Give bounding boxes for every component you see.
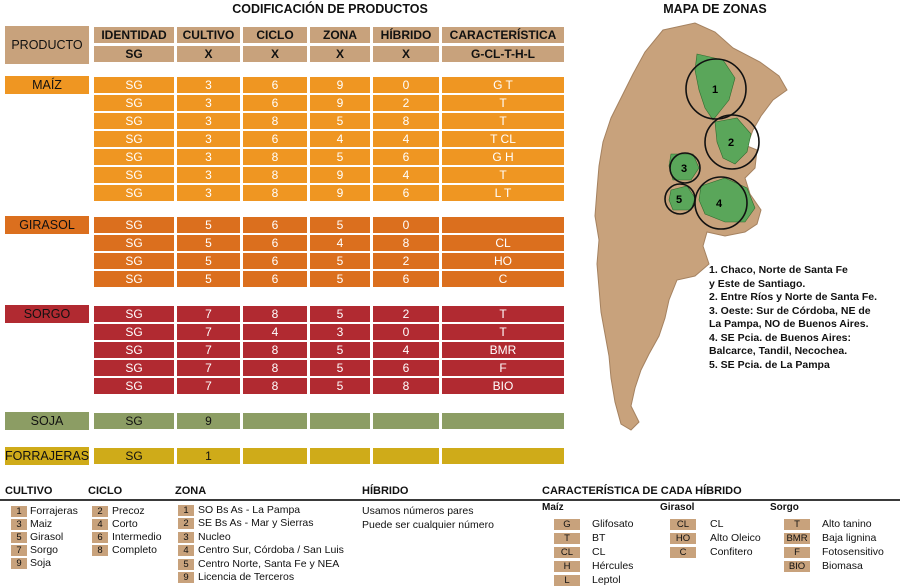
legend-code-text: Soja xyxy=(30,557,52,569)
table-cell: T CL xyxy=(442,131,564,147)
legend-code-box: HO xyxy=(670,533,696,544)
legend-code-box: T xyxy=(554,533,580,544)
column-header-value: X xyxy=(310,46,370,62)
column-header: CICLO xyxy=(243,27,307,43)
column-header: IDENTIDAD xyxy=(94,27,174,43)
hibrido-note-2: Puede ser cualquier número xyxy=(362,519,494,531)
zone-5-label: 5 xyxy=(676,194,683,206)
table-cell: SG xyxy=(94,271,174,287)
table-cell: SG xyxy=(94,413,174,429)
column-header: CARACTERÍSTICA xyxy=(442,27,564,43)
table-cell: 6 xyxy=(243,217,307,233)
table-cell: 5 xyxy=(310,306,370,322)
legend-code-text: Intermedio xyxy=(112,531,162,543)
column-header-value: G-CL-T-H-L xyxy=(442,46,564,62)
table-cell: 8 xyxy=(243,342,307,358)
table-cell: 8 xyxy=(243,360,307,376)
table-cell: T xyxy=(442,306,564,322)
column-header: CULTIVO xyxy=(177,27,240,43)
table-cell: 6 xyxy=(373,271,439,287)
argentina-zone-map xyxy=(575,18,805,438)
table-cell: F xyxy=(442,360,564,376)
table-cell: 5 xyxy=(310,149,370,165)
legend-girasol-title: Girasol xyxy=(660,502,695,513)
legend-code-box: 2 xyxy=(178,518,194,529)
map-note-6: 4. SE Pcia. de Buenos Aires: xyxy=(709,331,851,344)
table-cell: 5 xyxy=(177,235,240,251)
map-note-3: 2. Entre Ríos y Norte de Santa Fe. xyxy=(709,291,878,303)
column-header-value: SG xyxy=(94,46,174,62)
table-cell: 3 xyxy=(177,95,240,111)
column-header-value: X xyxy=(177,46,240,62)
table-cell: 5 xyxy=(310,217,370,233)
table-cell: 7 xyxy=(177,324,240,340)
table-cell xyxy=(442,217,564,233)
table-cell: SG xyxy=(94,95,174,111)
table-cell: SG xyxy=(94,217,174,233)
table-cell: T xyxy=(442,113,564,129)
legend-code-box: C xyxy=(670,547,696,558)
legend-code-box: 9 xyxy=(11,558,27,569)
table-cell: 8 xyxy=(243,185,307,201)
legend-code-text: Glifosato xyxy=(592,518,634,530)
table-cell: 3 xyxy=(177,149,240,165)
table-cell: 5 xyxy=(177,253,240,269)
map-note-1: 1. Chaco, Norte de Santa Fe xyxy=(709,264,848,276)
table-cell: 7 xyxy=(177,342,240,358)
table-cell: 3 xyxy=(177,113,240,129)
table-cell: 9 xyxy=(310,185,370,201)
column-header-value: X xyxy=(373,46,439,62)
table-cell xyxy=(373,448,439,464)
legend-code-text: CL xyxy=(710,518,724,530)
table-cell: 3 xyxy=(177,131,240,147)
table-cell: SG xyxy=(94,378,174,394)
table-cell: 6 xyxy=(243,95,307,111)
zone-4-label: 4 xyxy=(716,198,723,210)
table-cell: L T xyxy=(442,185,564,201)
legend-code-box: L xyxy=(554,575,580,586)
table-cell: 5 xyxy=(310,113,370,129)
legend-separator xyxy=(0,499,900,501)
group-label-1: GIRASOL xyxy=(5,216,89,234)
table-cell: C xyxy=(442,271,564,287)
product-header-label: PRODUCTO xyxy=(11,38,83,52)
legend-code-text: CL xyxy=(592,546,606,558)
hibrido-note-1: Usamos números pares xyxy=(362,505,474,517)
table-cell: SG xyxy=(94,324,174,340)
table-cell xyxy=(243,448,307,464)
table-cell: 2 xyxy=(373,306,439,322)
table-cell: 3 xyxy=(310,324,370,340)
table-cell: SG xyxy=(94,253,174,269)
legend-code-box: F xyxy=(784,547,810,558)
table-cell: BMR xyxy=(442,342,564,358)
legend-maiz-title: Maíz xyxy=(542,502,564,513)
table-cell: 9 xyxy=(310,167,370,183)
legend-code-box: G xyxy=(554,519,580,530)
table-cell xyxy=(310,413,370,429)
table-cell: 2 xyxy=(373,253,439,269)
table-cell: CL xyxy=(442,235,564,251)
zone-1-label: 1 xyxy=(712,84,719,96)
zone-2-label: 2 xyxy=(728,137,735,149)
table-cell: 1 xyxy=(177,448,240,464)
legend-code-text: SE Bs As - Mar y Sierras xyxy=(198,517,314,530)
table-cell: 2 xyxy=(373,95,439,111)
table-cell: 0 xyxy=(373,324,439,340)
legend-code-box: 4 xyxy=(178,545,194,556)
table-cell: SG xyxy=(94,306,174,322)
table-cell: 6 xyxy=(243,271,307,287)
table-cell: 3 xyxy=(177,185,240,201)
table-cell: T xyxy=(442,95,564,111)
table-cell: 8 xyxy=(243,113,307,129)
legend-ciclo-title: CICLO xyxy=(88,485,123,497)
table-cell: BIO xyxy=(442,378,564,394)
legend-cultivo-title: CULTIVO xyxy=(5,485,53,497)
legend-code-text: Precoz xyxy=(112,505,145,517)
column-header-value: X xyxy=(243,46,307,62)
table-cell: SG xyxy=(94,77,174,93)
legend-code-box: 7 xyxy=(11,545,27,556)
map-note-7: Balcarce, Tandil, Necochea. xyxy=(709,345,848,357)
table-cell: 4 xyxy=(373,342,439,358)
legend-code-box: 5 xyxy=(11,532,27,543)
table-cell: SG xyxy=(94,131,174,147)
legend-code-text: Girasol xyxy=(30,531,64,543)
legend-code-text: Baja lignina xyxy=(822,532,877,544)
legend-code-text: Confitero xyxy=(710,546,753,558)
table-cell: 5 xyxy=(310,342,370,358)
table-cell: 6 xyxy=(373,149,439,165)
table-cell: 9 xyxy=(310,77,370,93)
table-title: CODIFICACIÓN DE PRODUCTOS xyxy=(232,2,428,16)
table-cell: 7 xyxy=(177,306,240,322)
legend-caracteristica-title: CARACTERÍSTICA DE CADA HÍBRIDO xyxy=(542,485,742,497)
product-header xyxy=(5,26,89,64)
legend-zona-title: ZONA xyxy=(175,485,207,497)
table-cell: SG xyxy=(94,235,174,251)
table-cell: 7 xyxy=(177,378,240,394)
table-cell: 5 xyxy=(177,271,240,287)
table-cell: SG xyxy=(94,149,174,165)
table-cell: 4 xyxy=(310,235,370,251)
legend-code-text: Forrajeras xyxy=(30,505,78,517)
table-cell: 6 xyxy=(243,77,307,93)
table-cell: 6 xyxy=(243,235,307,251)
legend-code-box: 1 xyxy=(178,505,194,516)
table-cell: 4 xyxy=(310,131,370,147)
table-cell: SG xyxy=(94,360,174,376)
table-cell: 5 xyxy=(310,378,370,394)
table-cell: 3 xyxy=(177,167,240,183)
column-header: ZONA xyxy=(310,27,370,43)
table-cell: 8 xyxy=(243,167,307,183)
table-cell: 4 xyxy=(373,167,439,183)
table-cell: 4 xyxy=(243,324,307,340)
map-title: MAPA DE ZONAS xyxy=(663,2,767,16)
group-label-3: SOJA xyxy=(5,412,89,430)
table-cell: 8 xyxy=(373,378,439,394)
group-label-4: FORRAJERAS xyxy=(5,449,90,463)
table-cell: T xyxy=(442,167,564,183)
table-cell: 9 xyxy=(177,413,240,429)
table-cell: 6 xyxy=(373,360,439,376)
table-cell: 6 xyxy=(243,131,307,147)
legend-code-text: Alto tanino xyxy=(822,518,872,530)
map-note-4: 3. Oeste: Sur de Córdoba, NE de xyxy=(709,304,871,317)
table-cell xyxy=(243,413,307,429)
map-note-8: 5. SE Pcia. de La Pampa xyxy=(709,358,830,371)
table-cell: SG xyxy=(94,448,174,464)
legend-code-box: 2 xyxy=(92,506,108,517)
legend-code-text: Fotosensitivo xyxy=(822,546,884,558)
legend-code-text: SO Bs As - La Pampa xyxy=(198,504,301,516)
table-cell: SG xyxy=(94,167,174,183)
legend-code-text: Completo xyxy=(112,544,157,556)
table-cell: 4 xyxy=(373,131,439,147)
table-cell: 3 xyxy=(177,77,240,93)
table-cell: 5 xyxy=(310,253,370,269)
table-cell: 9 xyxy=(310,95,370,111)
legend-code-box: 8 xyxy=(92,545,108,556)
legend-code-box: 9 xyxy=(178,572,194,583)
legend-code-box: 3 xyxy=(11,519,27,530)
table-cell: 8 xyxy=(243,378,307,394)
legend-code-text: Biomasa xyxy=(822,560,863,572)
legend-code-box: BMR xyxy=(784,533,810,544)
table-cell: SG xyxy=(94,185,174,201)
legend-code-text: Sorgo xyxy=(30,544,59,556)
legend-sorgo-title: Sorgo xyxy=(770,502,799,513)
table-cell: 0 xyxy=(373,217,439,233)
table-cell: SG xyxy=(94,342,174,358)
table-cell: 5 xyxy=(310,271,370,287)
table-cell: G H xyxy=(442,149,564,165)
legend-code-text: Alto Oleico xyxy=(710,532,761,544)
table-cell xyxy=(442,413,564,429)
column-header: HÍBRIDO xyxy=(373,27,439,43)
legend-code-box: BIO xyxy=(784,561,810,572)
legend-code-text: Nucleo xyxy=(198,530,231,543)
legend-code-box: 1 xyxy=(11,506,27,517)
legend-hibrido-title: HÍBRIDO xyxy=(362,485,409,497)
legend-code-text: Licencia de Terceros xyxy=(198,571,295,583)
legend-code-text: BT xyxy=(592,532,606,544)
table-cell xyxy=(310,448,370,464)
legend-code-box: CL xyxy=(670,519,696,530)
group-label-2: SORGO xyxy=(5,305,89,323)
table-cell xyxy=(442,448,564,464)
legend-code-box: 4 xyxy=(92,519,108,530)
table-cell: 6 xyxy=(373,185,439,201)
legend-code-box: 5 xyxy=(178,559,194,570)
legend-code-text: Corto xyxy=(112,518,138,530)
table-cell: 0 xyxy=(373,77,439,93)
table-cell: 8 xyxy=(373,235,439,251)
legend-code-text: Hércules xyxy=(592,560,634,572)
table-cell: T xyxy=(442,324,564,340)
table-cell: G T xyxy=(442,77,564,93)
legend-code-box: T xyxy=(784,519,810,530)
legend-code-box: 3 xyxy=(178,532,194,543)
table-cell xyxy=(373,413,439,429)
zone-3-label: 3 xyxy=(681,163,688,175)
table-cell: 8 xyxy=(243,306,307,322)
group-label-0: MAÍZ xyxy=(5,76,89,94)
legend-code-box: CL xyxy=(554,547,580,558)
legend-code-text: Maiz xyxy=(30,518,53,530)
map-note-2: y Este de Santiago. xyxy=(709,277,806,290)
legend-code-box: 6 xyxy=(92,532,108,543)
table-cell: SG xyxy=(94,113,174,129)
legend-code-text: Centro Norte, Santa Fe y NEA xyxy=(198,557,340,570)
table-cell: HO xyxy=(442,253,564,269)
legend-code-text: Centro Sur, Córdoba / San Luis xyxy=(198,544,344,557)
table-cell: 8 xyxy=(373,113,439,129)
map-note-5: La Pampa, NO de Buenos Aires. xyxy=(709,318,869,330)
table-cell: 6 xyxy=(243,253,307,269)
table-cell: 5 xyxy=(177,217,240,233)
table-cell: 7 xyxy=(177,360,240,376)
legend-code-text: Leptol xyxy=(592,574,621,586)
legend-code-box: H xyxy=(554,561,580,572)
table-cell: 5 xyxy=(310,360,370,376)
table-cell: 8 xyxy=(243,149,307,165)
